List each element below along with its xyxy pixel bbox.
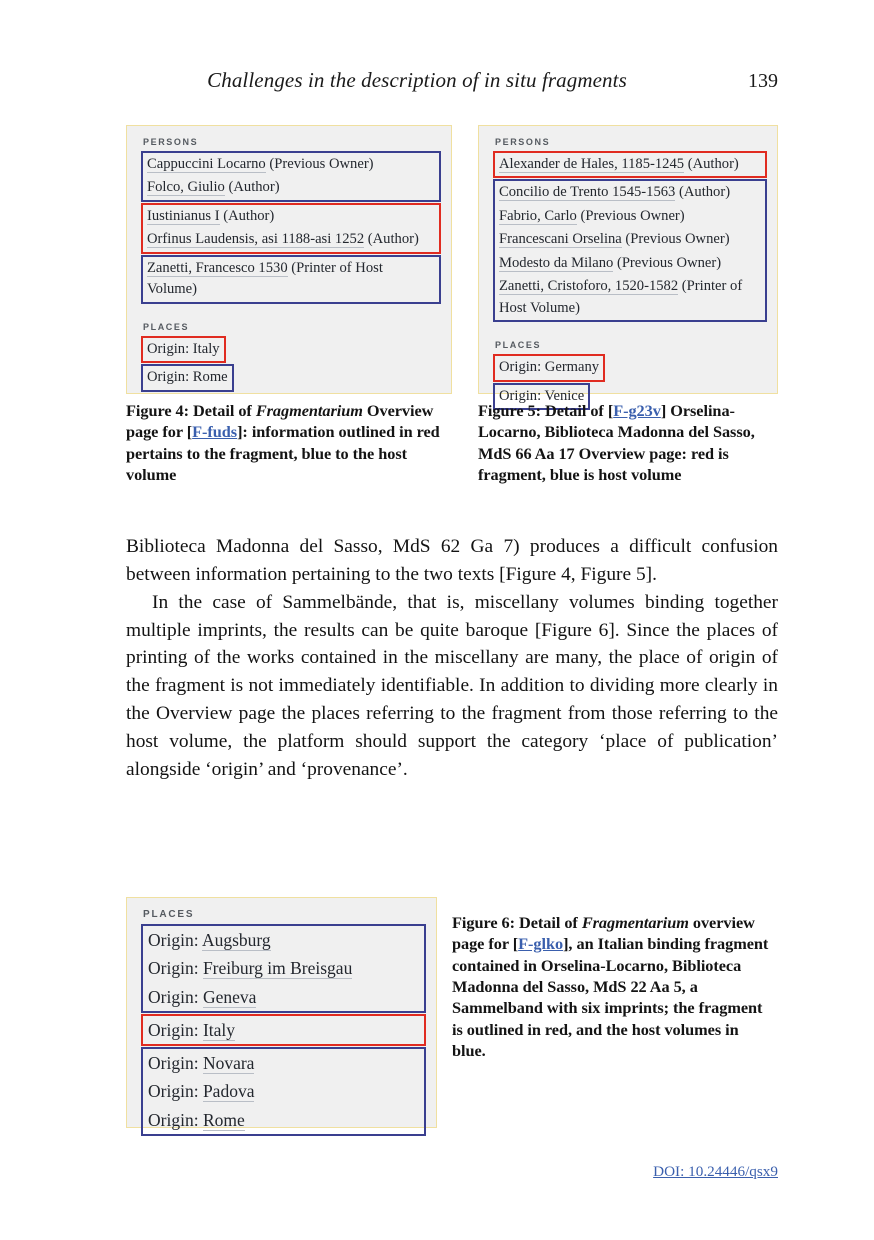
entry-role: (Author) (364, 231, 419, 248)
places-section-label: PLACES (495, 340, 542, 351)
running-head-title: Challenges in the description of in situ fragments (207, 68, 627, 92)
entry-prefix: Origin: (148, 1109, 203, 1130)
figure-5-persons-groups (493, 151, 767, 322)
figure-4-screenshot (126, 125, 452, 394)
entry-row[interactable] (143, 1077, 424, 1105)
outline-group-red (493, 151, 767, 178)
entry-row[interactable] (143, 1106, 424, 1134)
figure-6-screenshot (126, 897, 437, 1128)
outline-group-red (141, 336, 226, 363)
body-paragraph-1: Biblioteca Madonna del Sasso, MdS 62 Ga 7) produces a difficult confusion between information pertaining to the two texts [Figure 4, Figure 5]. (126, 536, 778, 585)
figure-6-places-groups (141, 924, 426, 1136)
entry-row[interactable] (143, 153, 439, 176)
entry-role: (Author) (675, 184, 731, 201)
entry-role: Origin: Germany (499, 359, 600, 376)
outline-group-red (141, 203, 441, 254)
entry-row[interactable] (143, 1049, 424, 1077)
figure-6-caption (452, 912, 774, 1061)
outline-group-blue (141, 255, 441, 304)
entry-row[interactable] (495, 181, 765, 204)
entry-link[interactable]: Concilio de Trento 1545-1563 (499, 184, 676, 201)
entry-prefix: Origin: (148, 1053, 203, 1073)
figure-6-caption-italic-title: Fragmentarium (581, 913, 689, 932)
entry-role: (Printer of Host Volume) (147, 259, 383, 298)
entry-link[interactable]: Fabrio, Carlo (499, 207, 577, 224)
entry-role: (Previous Owner) (613, 254, 722, 271)
figure-5-caption-part2: ] Orselina-Locarno, Biblioteca Madonna del Sasso, MdS 66 Aa 17 Overview page: red is fragment, blue is host volume (478, 401, 755, 485)
figure-6-caption-part2: overview page for [ (452, 913, 755, 954)
entry-link[interactable]: Modesto da Milano (499, 254, 614, 271)
entry-row[interactable] (495, 252, 765, 275)
entry-row[interactable] (143, 176, 439, 199)
places-section-label: PLACES (143, 909, 195, 920)
figure-4-persons-groups (141, 151, 441, 304)
entry-link[interactable]: Orfinus Laudensis, asi 1188-asi 1252 (147, 231, 365, 248)
figure-4-caption-part2: Overview page for [ (126, 401, 434, 442)
entry-role: (Previous Owner) (621, 231, 730, 248)
entry-link[interactable]: Folco, Giulio (147, 179, 225, 196)
entry-role: (Previous Owner) (576, 207, 685, 224)
outline-group-blue (141, 364, 234, 391)
figure-5-caption-part1: Figure 5: Detail of [ (478, 401, 614, 420)
figure-4-caption (126, 400, 442, 485)
outline-group-blue (493, 179, 767, 322)
entry-role: (Previous Owner) (265, 156, 374, 172)
entry-link[interactable]: Padova (202, 1081, 255, 1102)
entry-role: (Author) (684, 156, 739, 172)
entry-prefix: Origin: (148, 1081, 203, 1102)
outline-group-red (141, 1014, 426, 1046)
entry-role: (Author) (224, 179, 280, 196)
entry-row[interactable] (495, 153, 765, 176)
entry-row[interactable] (143, 338, 224, 361)
entry-link[interactable]: Cappuccini Locarno (147, 156, 266, 172)
figure-4-caption-part3: ]: information outlined in red pertains to the fragment, blue to the host volume (126, 422, 440, 485)
figure-4-caption-part1: Figure 4: Detail of (126, 401, 256, 420)
figure-4-caption-italic-title: Fragmentarium (255, 401, 363, 420)
outline-group-blue (141, 151, 441, 202)
persons-section-label: PERSONS (143, 137, 199, 147)
entry-link[interactable]: Freiburg im Breisgau (202, 958, 353, 979)
entry-row[interactable] (143, 228, 439, 251)
entry-link[interactable]: Novara (202, 1053, 255, 1073)
figure-6-fragment-link[interactable]: F-glko (518, 934, 564, 954)
figure-4-places-groups (141, 336, 441, 393)
entry-link[interactable]: Rome (202, 1109, 245, 1130)
places-section-label: PLACES (143, 321, 190, 332)
persons-section-label: PERSONS (495, 137, 551, 147)
entry-link[interactable]: Geneva (202, 986, 257, 1007)
entry-row[interactable] (143, 257, 439, 302)
entry-row[interactable] (143, 983, 424, 1011)
entry-row[interactable] (143, 926, 424, 954)
entry-link[interactable]: Iustinianus I (147, 207, 220, 224)
entry-row[interactable] (143, 366, 232, 389)
entry-prefix: Origin: (148, 930, 202, 950)
entry-prefix: Origin: (148, 1019, 203, 1040)
page-number: 139 (748, 70, 778, 92)
outline-group-blue (141, 1047, 426, 1136)
entry-row[interactable] (495, 205, 765, 228)
entry-link[interactable]: Augsburg (201, 930, 271, 950)
entry-role: (Printer of Host Volume) (499, 278, 743, 316)
entry-link[interactable]: Italy (202, 1019, 236, 1040)
entry-prefix: Origin: (148, 986, 203, 1007)
running-head (126, 68, 778, 93)
figure-6-caption-part1: Figure 6: Detail of (452, 913, 582, 932)
entry-role: Origin: Italy (147, 340, 220, 357)
entry-link[interactable]: Alexander de Hales, 1185-1245 (499, 156, 685, 172)
figure-5-screenshot (478, 125, 778, 404)
figure-4-fragment-link[interactable]: F-fuds (192, 422, 238, 442)
body-text-block (126, 533, 778, 784)
entry-link[interactable]: Francescani Orselina (499, 231, 622, 248)
entry-row[interactable] (495, 228, 765, 251)
outline-group-red (493, 354, 605, 381)
entry-link[interactable]: Zanetti, Cristoforo, 1520-1582 (499, 278, 679, 295)
entry-row[interactable] (495, 356, 603, 379)
outline-group-blue (141, 924, 426, 1013)
entry-row[interactable] (143, 954, 424, 982)
entry-prefix: Origin: (148, 958, 203, 979)
figure-5-caption (478, 400, 780, 485)
entry-role: (Author) (219, 207, 275, 224)
entry-role: Origin: Rome (147, 369, 228, 386)
entry-link[interactable]: Zanetti, Francesco 1530 (147, 259, 288, 276)
entry-row[interactable] (495, 275, 765, 320)
entry-row[interactable] (143, 1016, 424, 1044)
doi-link[interactable]: DOI: 10.24446/qsx9 (653, 1163, 778, 1180)
figure-5-fragment-link[interactable]: F-g23v (613, 401, 661, 420)
body-paragraph-2: In the case of Sammelbände, that is, miscellany volumes binding together multiple imprints, the results can be quite baroque [Figure 6]. Since the places of printing of the works contained in the miscellany are many, the place of origin of the fragment is not immediately identifiable. In addition to dividing more clearly in the Overview page the places referring to the fragment from those referring to the host volume, the platform should support the category ‘place of publication’ alongside ‘origin’ and ‘provenance’. (126, 591, 778, 780)
figure-6-caption-part3: ], an Italian binding fragment contained in Orselina-Locarno, Biblioteca Madonna del Sasso, MdS 22 Aa 5, a Sammelband with six imprints; the fragment is outlined in red, and the host volumes in blue. (452, 934, 769, 1061)
entry-row[interactable] (143, 205, 439, 228)
entry-role: Origin: Venice (499, 387, 585, 404)
